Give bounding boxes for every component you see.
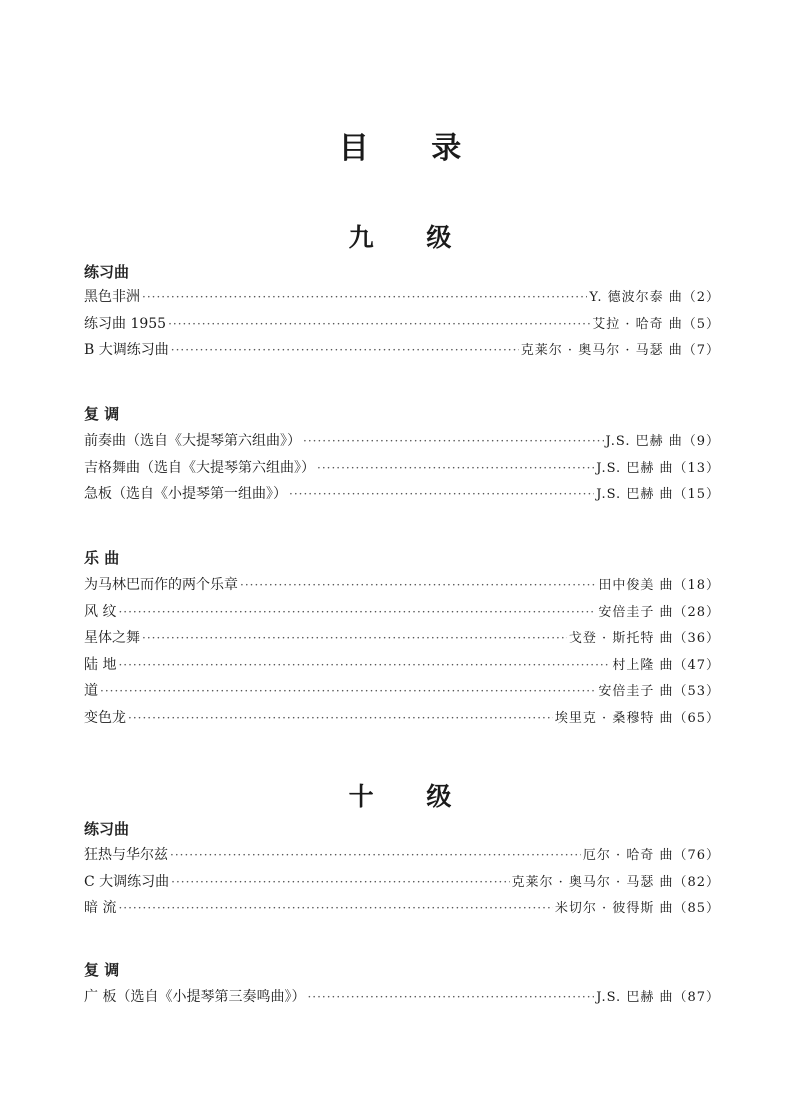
leader-dots — [100, 678, 596, 705]
entry-credit: 埃里克 · 桑穆特 曲（65） — [554, 710, 720, 726]
entry-title: 黑色非洲 — [84, 289, 140, 305]
entry-title: 变色龙 — [84, 709, 126, 726]
level-title-10: 十 级 — [348, 782, 474, 811]
toc-list — [84, 284, 720, 364]
entry-credit: J.S. 巴赫 曲（9） — [605, 434, 720, 449]
leader-dots — [128, 705, 553, 732]
entry-credit: 安倍圭子 曲（53） — [598, 684, 720, 700]
toc-entry[interactable] — [84, 455, 720, 482]
entry-title: 狂热与华尔兹 — [84, 847, 168, 863]
entry-title: 道 — [84, 683, 98, 700]
toc-entry[interactable] — [84, 869, 720, 896]
toc-entry[interactable] — [84, 895, 720, 922]
toc-list — [84, 428, 720, 508]
toc-list — [84, 842, 720, 922]
toc-entry[interactable] — [84, 428, 720, 455]
toc-entry[interactable] — [84, 572, 720, 599]
entry-title: 广 板（选自《小提琴第三奏鸣曲》） — [84, 989, 306, 1005]
entry-title: 练习曲 1955 — [84, 315, 167, 332]
entry-credit: 克莱尔 · 奥马尔 · 马瑟 曲（82） — [511, 874, 720, 890]
toc-entry[interactable] — [84, 678, 720, 705]
entry-credit: J.S. 巴赫 曲（87） — [596, 990, 720, 1005]
entry-title: 暗 流 — [84, 900, 117, 917]
leader-dots — [168, 311, 590, 338]
entry-credit: J.S. 巴赫 曲（13） — [596, 460, 720, 476]
toc-entry[interactable] — [84, 705, 720, 732]
toc-list — [84, 984, 720, 1011]
leader-dots — [303, 428, 604, 455]
leader-dots — [142, 625, 567, 652]
entry-title: 前奏曲（选自《大提琴第六组曲》） — [84, 433, 301, 449]
entry-credit: 村上隆 曲（47） — [612, 657, 720, 673]
leader-dots — [171, 337, 519, 364]
entry-credit: 田中俊美 曲（18） — [598, 578, 720, 593]
section-title-etudes-10: 练习曲 — [84, 820, 130, 838]
section-title-polyphony-10: 复 调 — [84, 961, 120, 979]
entry-credit: 厄尔 · 哈奇 曲（76） — [582, 848, 720, 863]
entry-title: 陆 地 — [84, 656, 117, 673]
toc-entry[interactable] — [84, 337, 720, 364]
leader-dots — [307, 984, 594, 1011]
leader-dots — [240, 572, 596, 599]
leader-dots — [317, 455, 594, 482]
entry-title: 风 纹 — [84, 603, 117, 620]
entry-title: 为马林巴而作的两个乐章 — [84, 577, 238, 593]
leader-dots — [118, 599, 596, 626]
leader-dots — [118, 652, 610, 679]
entry-title: B 大调练习曲 — [84, 342, 169, 359]
toc-list — [84, 572, 720, 732]
level-title-9: 九 级 — [348, 223, 474, 252]
toc-entry[interactable] — [84, 599, 720, 626]
toc-entry[interactable] — [84, 481, 720, 508]
toc-entry[interactable] — [84, 984, 720, 1011]
leader-dots — [142, 284, 587, 311]
toc-entry[interactable] — [84, 284, 720, 311]
leader-dots — [171, 869, 509, 896]
entry-credit: 米切尔 · 彼得斯 曲（85） — [554, 901, 720, 917]
entry-title: 吉格舞曲（选自《大提琴第六组曲》） — [84, 459, 315, 476]
toc-entry[interactable] — [84, 842, 720, 869]
section-title-etudes-9: 练习曲 — [84, 263, 130, 281]
entry-credit: 安倍圭子 曲（28） — [598, 604, 720, 620]
entry-credit: J.S. 巴赫 曲（15） — [596, 487, 720, 503]
toc-entry[interactable] — [84, 625, 720, 652]
entry-credit: 戈登 · 斯托特 曲（36） — [568, 631, 720, 647]
section-title-pieces-9: 乐 曲 — [84, 549, 120, 567]
entry-title: C 大调练习曲 — [84, 873, 170, 890]
page-title: 目 录 — [338, 131, 488, 166]
entry-credit: Y. 德波尔泰 曲（2） — [589, 290, 720, 305]
leader-dots — [289, 481, 594, 508]
entry-title: 急板（选自《小提琴第一组曲》） — [84, 486, 287, 503]
leader-dots — [170, 842, 581, 869]
entry-credit: 克莱尔 · 奥马尔 · 马瑟 曲（7） — [520, 343, 720, 359]
leader-dots — [118, 895, 552, 922]
toc-entry[interactable] — [84, 311, 720, 338]
entry-credit: 艾拉 · 哈奇 曲（5） — [592, 316, 720, 332]
toc-entry[interactable] — [84, 652, 720, 679]
entry-title: 星体之舞 — [84, 630, 140, 647]
section-title-polyphony-9: 复 调 — [84, 405, 120, 423]
